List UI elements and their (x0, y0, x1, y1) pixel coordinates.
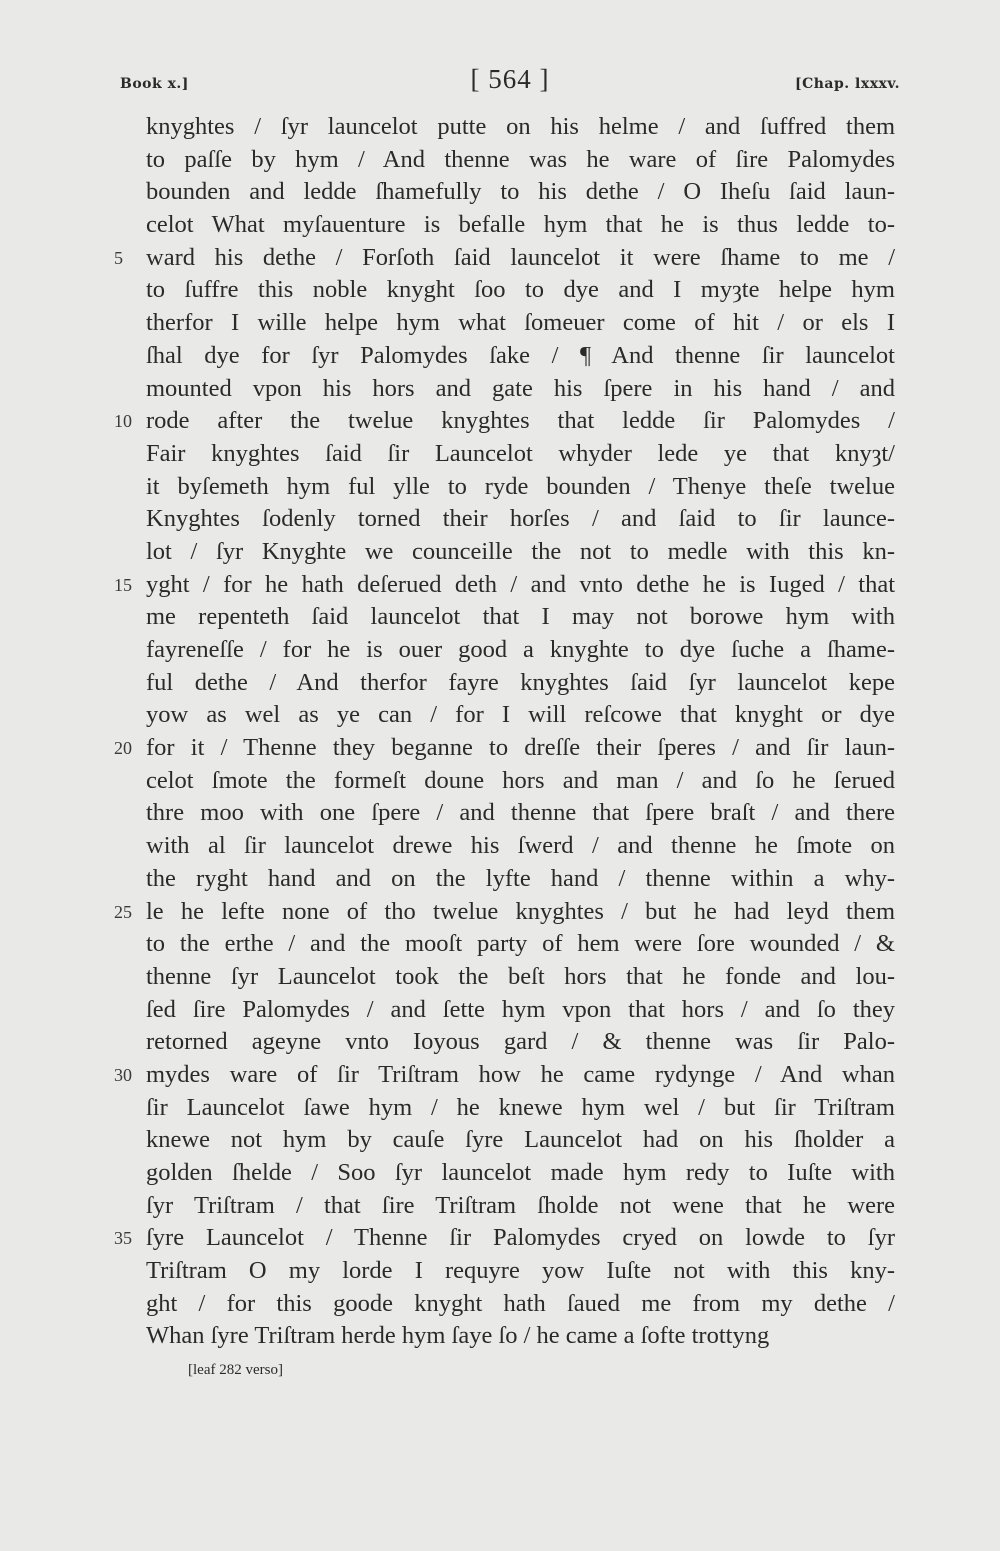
line-text: to paſſe by hym / And thenne was he ware of ſire Palomydes (146, 145, 895, 173)
line-number: 25 (114, 901, 132, 922)
text-line (146, 994, 895, 1027)
line-text: mydes ware of ſir Triſtram how he came rydynge / And whan (146, 1060, 895, 1088)
line-text: yght / for he hath deſerued deth / and vnto dethe he is Iuged / that (146, 570, 895, 598)
line-text: bounden and ledde ſhamefully to his dethe / O Iheſu ſaid laun- (146, 178, 895, 206)
line-text: golden ſhelde / Soo ſyr launcelot made hym redy to Iuſte with (146, 1159, 895, 1186)
line-text: Triſtram O my lorde I requyre yow Iuſte not with this kny- (146, 1257, 895, 1285)
text-line (146, 1157, 895, 1190)
line-number: 15 (114, 574, 132, 595)
line-number: 30 (114, 1064, 132, 1085)
page-number: [ 564 ] (470, 64, 550, 94)
line-text: ſir Launcelot ſawe hym / he knewe hym wel / but ſir Triſtram (146, 1093, 895, 1121)
chapter-label: [Chap. lxxxv. (794, 76, 900, 92)
line-text: knewe not hym by cauſe ſyre Launcelot had on his ſholder a (146, 1126, 895, 1154)
text-line (146, 1288, 895, 1321)
text-line (146, 961, 895, 994)
line-text: with al ſir launcelot drewe his ſwerd / and thenne he ſmote on (146, 832, 895, 860)
text-line (114, 405, 895, 438)
text-line (146, 601, 895, 634)
line-number: 10 (114, 411, 132, 432)
text-line (146, 1092, 895, 1125)
leaf-note: [leaf 282 verso] (188, 1362, 283, 1378)
text-line (146, 699, 895, 732)
line-text: Fair knyghtes ſaid ſir Launcelot whyder lede ye that knyȝt/ (146, 439, 895, 467)
line-text: le he lefte none of tho twelue knyghtes / but he had leyd them (146, 897, 895, 925)
line-number: 5 (114, 247, 123, 268)
text-line (146, 1026, 895, 1059)
text-line (146, 667, 895, 700)
line-text: mounted vpon his hors and gate his ſpere in his hand / and (146, 374, 895, 402)
line-text: to ſuffre this noble knyght ſoo to dye and I myȝte helpe hym (146, 276, 895, 304)
line-text: retorned ageyne vnto Ioyous gard / & thenne was ſir Palo- (146, 1028, 895, 1056)
text-line (114, 896, 895, 929)
line-text: ſhal dye for ſyr Palomydes ſake / ¶ And thenne ſir launcelot (146, 341, 895, 369)
line-text: lot / ſyr Knyghte we counceille the not to medle with this kn- (146, 537, 895, 565)
text-line (146, 111, 895, 144)
text-line (146, 209, 895, 242)
main-text-block (114, 111, 895, 1353)
text-line (146, 536, 895, 569)
text-line (146, 438, 895, 471)
text-line (146, 144, 895, 177)
text-line (146, 863, 895, 896)
line-text: yow as wel as ye can / for I will reſcowe that knyght or dye (146, 701, 895, 729)
text-line (146, 765, 895, 798)
line-text: to the erthe / and the mooſt party of hem were ſore wounded / & (146, 930, 895, 958)
text-line (114, 242, 895, 275)
line-text: ward his dethe / Forſoth ſaid launcelot it were ſhame to me / (146, 243, 895, 271)
line-text: therfor I wille helpe hym what ſomeuer come of hit / or els I (146, 309, 895, 337)
line-number: 20 (114, 738, 132, 759)
text-line (146, 1255, 895, 1288)
text-line (146, 634, 895, 667)
text-line (146, 176, 895, 209)
line-text: the ryght hand and on the lyfte hand / thenne within a why- (146, 864, 895, 892)
running-header (120, 64, 900, 100)
text-line (146, 1320, 895, 1353)
text-line (146, 274, 895, 307)
text-line (146, 1190, 895, 1223)
text-line (114, 569, 895, 602)
text-line (146, 373, 895, 406)
line-text: Whan ſyre Triſtram herde hym ſaye ſo / he came a ſofte trottyng (146, 1322, 770, 1350)
line-text: fayreneſſe / for he is ouer good a knyghte to dye ſuche a ſhame- (146, 636, 895, 663)
text-line (146, 471, 895, 504)
text-line (114, 732, 895, 765)
text-line (146, 503, 895, 536)
line-text: it byſemeth hym ful ylle to ryde bounden / Thenye theſe twelue (146, 472, 895, 500)
line-text: ght / for this goode knyght hath ſaued me from my dethe / (146, 1289, 895, 1317)
text-line (114, 1222, 895, 1255)
text-line (146, 830, 895, 863)
text-line (146, 1124, 895, 1157)
line-text: ſyr Triſtram / that ſire Triſtram ſholde not wene that he were (146, 1191, 895, 1219)
line-text: for it / Thenne they beganne to dreſſe their ſperes / and ſir laun- (146, 734, 895, 762)
line-text: ſyre Launcelot / Thenne ſir Palomydes cryed on lowde to ſyr (146, 1224, 895, 1252)
line-text: thre moo with one ſpere / and thenne that ſpere braſt / and there (146, 799, 895, 827)
line-number: 35 (114, 1228, 132, 1249)
line-text: ful dethe / And therfor fayre knyghtes ſaid ſyr launcelot kepe (146, 668, 895, 696)
text-line (114, 1059, 895, 1092)
line-text: rode after the twelue knyghtes that ledde ſir Palomydes / (146, 407, 895, 435)
text-line (146, 928, 895, 961)
text-line (146, 340, 895, 373)
text-line (146, 307, 895, 340)
line-text: me repenteth ſaid launcelot that I may not borowe hym with (146, 603, 895, 631)
line-text: ſed ſire Palomydes / and ſette hym vpon that hors / and ſo they (146, 995, 895, 1023)
line-text: celot ſmote the formeſt doune hors and man / and ſo he ſerued (146, 766, 895, 794)
book-label: Book x.] (120, 76, 189, 92)
line-text: Knyghtes ſodenly torned their horſes / and ſaid to ſir launce- (146, 505, 895, 533)
text-line (146, 797, 895, 830)
line-text: thenne ſyr Launcelot took the beſt hors that he fonde and lou- (146, 962, 895, 990)
line-text: celot What myſauenture is befalle hym that he is thus ledde to- (146, 211, 895, 239)
line-text: knyghtes / ſyr launcelot putte on his helme / and ſuffred them (146, 113, 895, 140)
